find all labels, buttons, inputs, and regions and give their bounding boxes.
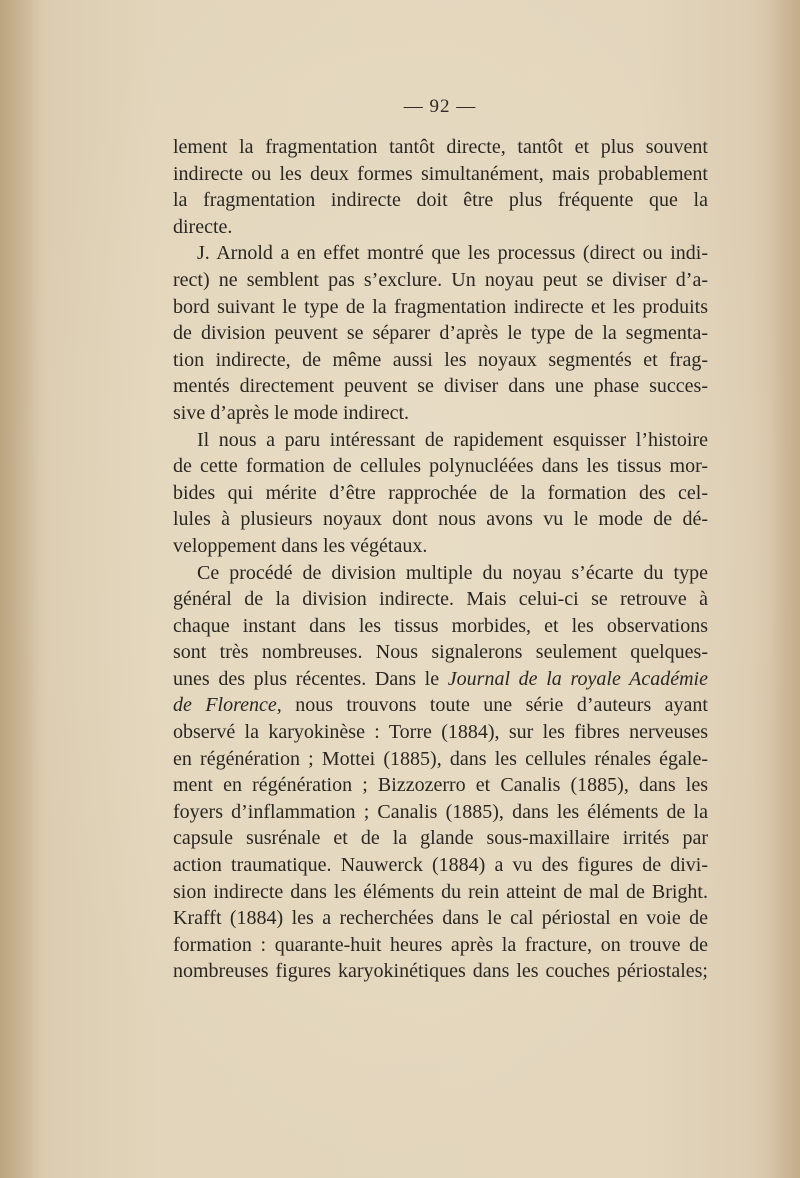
- text-line: [173, 852, 708, 879]
- text-line: [173, 692, 708, 719]
- line-text: nous trouvons toute une série d’auteurs ayant: [281, 694, 708, 717]
- line-text: de cette formation de cellules polynucléées dans les tissus mor-: [173, 455, 708, 478]
- text-line: [173, 533, 708, 560]
- line-text: Il nous a paru intéressant de rapidement esquisser l’histoire: [197, 428, 708, 451]
- text-line: [173, 958, 708, 985]
- page-number: — 92 —: [403, 96, 477, 117]
- line-text: Krafft (1884) les a recherchées dans le cal périostal en voie de: [173, 907, 708, 930]
- text-line: [173, 373, 708, 400]
- text-line: [173, 746, 708, 773]
- text-line: [173, 427, 708, 454]
- text-line: [173, 347, 708, 374]
- line-text: directe.: [173, 215, 233, 238]
- text-line: [173, 240, 708, 267]
- line-text: sion indirecte dans les éléments du rein atteint de mal de Bright.: [173, 880, 708, 903]
- line-text: lement la fragmentation tantôt directe, tantôt et plus souvent: [173, 136, 708, 158]
- text-line: [173, 879, 708, 906]
- text-line: [173, 187, 708, 214]
- text-line: [173, 613, 708, 640]
- line-text: Ce procédé de division multiple du noyau s’écarte du type: [197, 561, 708, 584]
- text-line: [173, 267, 708, 294]
- line-text: bord suivant le type de la fragmentation indirecte et les produits: [173, 295, 708, 318]
- line-text: de division peuvent se séparer d’après le type de la segmenta-: [173, 322, 708, 345]
- text-line: [173, 506, 708, 533]
- line-text: foyers d’inflammation ; Canalis (1885), dans les éléments de la: [173, 800, 708, 823]
- text-line: [173, 666, 708, 693]
- line-text: rect) ne semblent pas s’exclure. Un noyau peut se diviser d’a-: [173, 268, 708, 291]
- line-text: J. Arnold a en effet montré que les processus (direct ou indi-: [197, 242, 708, 265]
- italic-text: Journal de la royale Académie: [447, 667, 708, 690]
- line-text: en régénération ; Mottei (1885), dans les cellules rénales égale-: [173, 747, 708, 770]
- line-text: nombreuses figures karyokinétiques dans les couches périostales;: [173, 960, 708, 983]
- text-line: [173, 639, 708, 666]
- text-line: [173, 586, 708, 613]
- line-text: capsule susrénale et de la glande sous-maxillaire irrités par: [173, 827, 708, 850]
- line-text: chaque instant dans les tissus morbides, et les observations: [173, 614, 708, 637]
- line-text: mentés directement peuvent se diviser dans une phase succes-: [173, 375, 708, 398]
- line-text: bides qui mérite d’être rapprochée de la formation des cel-: [173, 481, 708, 504]
- text-line: [173, 453, 708, 480]
- text-line: [173, 214, 708, 241]
- line-text: lules à plusieurs noyaux dont nous avons vu le mode de dé-: [173, 508, 708, 531]
- line-text: général de la division indirecte. Mais celui-ci se retrouve à: [173, 588, 708, 611]
- line-text: la fragmentation indirecte doit être plus fréquente que la: [173, 189, 708, 212]
- line-text: observé la karyokinèse : Torre (1884), sur les fibres nerveuses: [173, 721, 708, 744]
- text-line: [173, 825, 708, 852]
- text-line: [173, 320, 708, 347]
- line-text: indirecte ou les deux formes simultanément, mais probablement: [173, 162, 708, 185]
- text-line: [173, 905, 708, 932]
- line-text: veloppement dans les végétaux.: [173, 534, 428, 557]
- line-text: unes des plus récentes. Dans le: [173, 667, 448, 690]
- body-text: [173, 134, 708, 985]
- text-line: [173, 560, 708, 587]
- line-text: sont très nombreuses. Nous signalerons seulement quelques-: [173, 641, 708, 664]
- text-line: [173, 480, 708, 507]
- line-text: ment en régénération ; Bizzozerro et Canalis (1885), dans les: [173, 774, 708, 797]
- line-text: action traumatique. Nauwerck (1884) a vu des figures de divi-: [173, 854, 708, 877]
- line-text: tion indirecte, de même aussi les noyaux segmentés et frag-: [173, 348, 708, 371]
- text-line: [173, 932, 708, 959]
- text-line: [173, 799, 708, 826]
- line-text: formation : quarante-huit heures après la fracture, on trouve de: [173, 933, 708, 956]
- text-line: [173, 400, 708, 427]
- text-line: [173, 161, 708, 188]
- text-line: [173, 134, 708, 161]
- italic-text: de Florence,: [173, 694, 282, 717]
- text-line: [173, 294, 708, 321]
- line-text: sive d’après le mode indirect.: [173, 401, 410, 424]
- text-line: [173, 719, 708, 746]
- text-line: [173, 772, 708, 799]
